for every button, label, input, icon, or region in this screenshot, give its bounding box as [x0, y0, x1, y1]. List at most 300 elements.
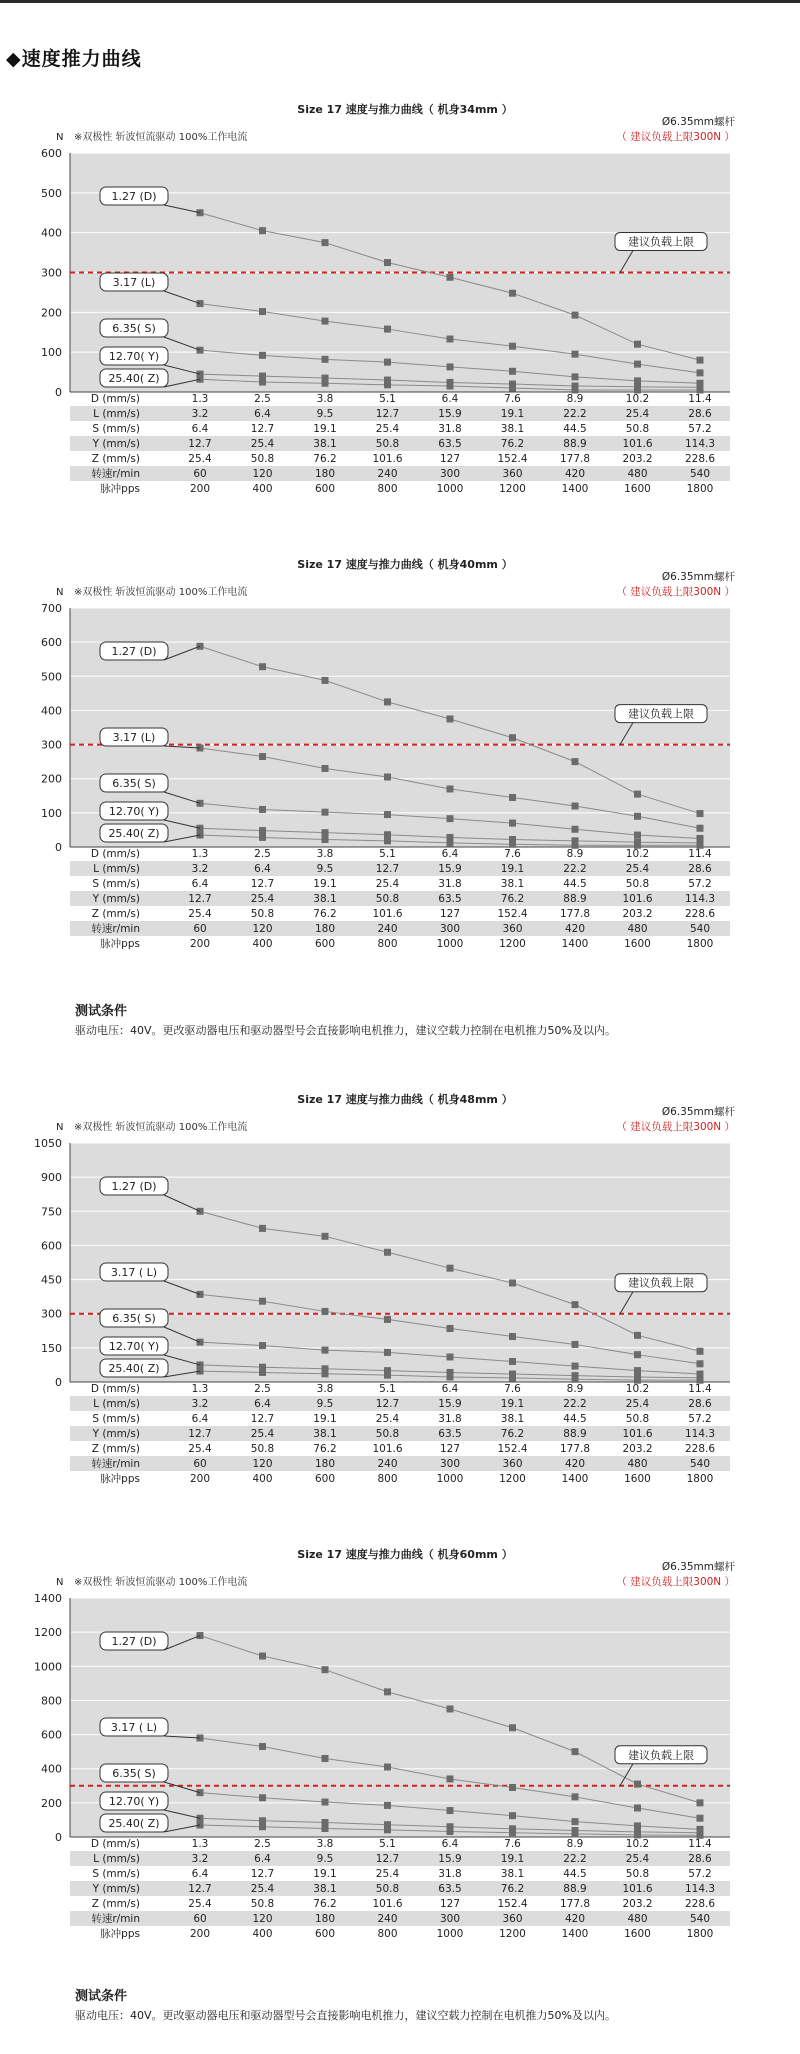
- table-cell: 10.2: [625, 1383, 650, 1395]
- table-cell: 50.8: [375, 1428, 400, 1440]
- data-point: [322, 1666, 329, 1673]
- data-point: [322, 356, 329, 363]
- data-point: [697, 357, 704, 364]
- table-cell: 1400: [561, 1473, 589, 1485]
- load-limit-label: 建议负载上限: [628, 1748, 694, 1762]
- table-cell: 180: [314, 923, 336, 935]
- data-point: [572, 803, 579, 810]
- table-cell: 50.8: [375, 1883, 400, 1895]
- table-cell: 38.1: [500, 1413, 525, 1425]
- table-cell: 3.8: [316, 848, 334, 860]
- table-cell: 600: [314, 483, 336, 495]
- table-cell: 540: [689, 923, 711, 935]
- data-point: [322, 1799, 329, 1806]
- data-point: [259, 1369, 266, 1376]
- data-point: [259, 308, 266, 315]
- data-point: [572, 826, 579, 833]
- series-label: 3.17 (L): [112, 731, 156, 744]
- table-cell: 11.4: [688, 1383, 712, 1395]
- table-row-label: Z (mm/s): [91, 1443, 140, 1455]
- table-cell: 28.6: [688, 1853, 712, 1865]
- table-cell: 12.7: [250, 423, 275, 435]
- y-tick-label: 200: [41, 1796, 62, 1810]
- table-cell: 38.1: [313, 438, 337, 450]
- y-tick-label: 1050: [34, 1137, 62, 1150]
- table-row-label: S (mm/s): [92, 1868, 140, 1880]
- table-cell: 44.5: [563, 423, 587, 435]
- series-label: 12.70( Y): [108, 1340, 160, 1353]
- table-row-label: 转速r/min: [91, 923, 140, 935]
- load-limit-note: （ 建议负载上限300N ）: [616, 131, 735, 143]
- table-cell: 800: [377, 483, 398, 495]
- test-note-heading: 测试条件: [75, 1004, 128, 1019]
- table-cell: 101.6: [372, 1898, 403, 1910]
- table-cell: 76.2: [313, 908, 337, 920]
- table-cell: 22.2: [563, 1398, 587, 1410]
- table-cell: 12.7: [188, 1883, 212, 1895]
- data-point: [697, 1348, 704, 1355]
- load-limit-label: 建议负载上限: [628, 707, 694, 721]
- screw-label: Ø6.35mm螺杆: [661, 1106, 735, 1118]
- y-tick-label: 0: [55, 841, 62, 854]
- table-cell: 11.4: [688, 1838, 712, 1850]
- data-point: [322, 829, 329, 836]
- table-cell: 7.6: [504, 393, 521, 405]
- table-row-label: Y (mm/s): [92, 893, 140, 905]
- table-cell: 12.7: [188, 438, 212, 450]
- table-cell: 1.3: [191, 1383, 209, 1395]
- table-cell: 22.2: [563, 408, 587, 420]
- table-cell: 50.8: [625, 423, 650, 435]
- table-cell: 5.1: [379, 1383, 396, 1395]
- table-row-label: S (mm/s): [92, 1413, 140, 1425]
- chart-title: Size 17 速度与推力曲线（ 机身34mm ）: [297, 103, 513, 116]
- data-point: [384, 774, 391, 781]
- table-cell: 12.7: [250, 1868, 275, 1880]
- test-note-text: 驱动电压：40V。更改驱动器电压和驱动器型号会直接影响电机推力，建议空载力控制在电机推力50%及以内。: [75, 1024, 616, 1037]
- table-cell: 1400: [561, 1928, 589, 1940]
- data-point: [322, 677, 329, 684]
- table-cell: 12.7: [188, 1428, 212, 1440]
- series-label: 1.27 (D): [111, 645, 157, 658]
- table-cell: 25.4: [250, 1428, 275, 1440]
- table-cell: 480: [627, 1458, 648, 1470]
- data-point: [447, 715, 454, 722]
- table-cell: 60: [193, 1458, 207, 1470]
- table-cell: 600: [314, 1473, 336, 1485]
- table-cell: 1000: [436, 1473, 464, 1485]
- table-cell: 19.1: [313, 878, 337, 890]
- table-cell: 1600: [624, 1473, 651, 1485]
- table-cell: 28.6: [688, 863, 712, 875]
- series-label: 25.40( Z): [108, 1362, 160, 1375]
- table-cell: 12.7: [375, 863, 400, 875]
- chart-subtitle: ※双极性 斩波恒流驱动 100%工作电流: [74, 587, 248, 598]
- data-point: [447, 1325, 454, 1332]
- table-cell: 300: [439, 1458, 461, 1470]
- table-cell: 50.8: [375, 893, 400, 905]
- table-cell: 2.5: [254, 848, 271, 860]
- table-cell: 177.8: [559, 1443, 591, 1455]
- y-tick-label: 400: [41, 1762, 62, 1776]
- series-label: 1.27 (D): [111, 190, 157, 203]
- thrust-chart-34mm: [0, 95, 800, 515]
- table-cell: 800: [377, 1928, 398, 1940]
- data-point: [447, 1265, 454, 1272]
- data-point: [447, 1775, 454, 1782]
- table-row-label: L (mm/s): [93, 1398, 140, 1410]
- y-tick-label: 300: [41, 1307, 62, 1321]
- table-cell: 240: [377, 468, 398, 480]
- table-cell: 177.8: [559, 908, 591, 920]
- table-cell: 44.5: [563, 878, 587, 890]
- table-row-label: L (mm/s): [93, 408, 140, 420]
- data-point: [572, 1341, 579, 1348]
- table-cell: 101.6: [372, 453, 403, 465]
- table-cell: 240: [377, 1458, 398, 1470]
- load-limit-label: 建议负载上限: [628, 1276, 694, 1290]
- table-row-label: D (mm/s): [90, 393, 140, 405]
- table-cell: 38.1: [500, 423, 525, 435]
- data-point: [197, 1632, 204, 1639]
- table-cell: 420: [564, 923, 586, 935]
- table-cell: 6.4: [254, 1398, 271, 1410]
- data-point: [259, 1225, 266, 1232]
- data-point: [634, 813, 641, 820]
- table-cell: 1200: [499, 1473, 526, 1485]
- table-cell: 38.1: [313, 1883, 337, 1895]
- table-cell: 480: [627, 923, 648, 935]
- data-point: [509, 1358, 516, 1365]
- table-cell: 9.5: [316, 1853, 334, 1865]
- data-point: [384, 1316, 391, 1323]
- table-cell: 228.6: [684, 908, 716, 920]
- data-point: [384, 1802, 391, 1809]
- table-row-label: Y (mm/s): [92, 1428, 140, 1440]
- table-row-label: L (mm/s): [93, 1853, 140, 1865]
- data-point: [322, 380, 329, 387]
- data-point: [322, 1308, 329, 1315]
- series-label: 3.17 ( L): [110, 1266, 158, 1279]
- data-point: [447, 839, 454, 846]
- data-point: [634, 361, 641, 368]
- data-point: [322, 1825, 329, 1832]
- data-point: [447, 815, 454, 822]
- data-point: [322, 765, 329, 772]
- data-point: [447, 363, 454, 370]
- table-cell: 101.6: [622, 438, 653, 450]
- data-point: [384, 1764, 391, 1771]
- table-cell: 1000: [436, 938, 464, 950]
- data-point: [572, 758, 579, 765]
- table-cell: 38.1: [313, 893, 337, 905]
- table-cell: 360: [502, 1913, 523, 1925]
- y-tick-label: 600: [41, 636, 62, 650]
- y-tick-label: 0: [55, 1831, 62, 1844]
- table-cell: 6.4: [191, 1413, 209, 1425]
- chart-title: Size 17 速度与推力曲线（ 机身48mm ）: [297, 1093, 513, 1106]
- data-point: [322, 809, 329, 816]
- table-cell: 7.6: [504, 848, 521, 860]
- table-cell: 57.2: [688, 878, 712, 890]
- table-cell: 10.2: [625, 1838, 650, 1850]
- load-limit-label: 建议负载上限: [628, 235, 694, 249]
- data-point: [509, 1812, 516, 1819]
- table-cell: 76.2: [500, 1428, 525, 1440]
- data-point: [384, 326, 391, 333]
- table-cell: 400: [252, 1473, 273, 1485]
- data-point: [634, 341, 641, 348]
- table-cell: 8.9: [566, 393, 584, 405]
- table-cell: 22.2: [563, 1853, 587, 1865]
- table-cell: 600: [314, 1928, 336, 1940]
- table-cell: 25.4: [625, 1398, 650, 1410]
- table-cell: 19.1: [313, 1413, 337, 1425]
- data-point: [259, 227, 266, 234]
- data-point: [259, 753, 266, 760]
- data-point: [634, 1781, 641, 1788]
- table-cell: 420: [564, 1458, 586, 1470]
- table-cell: 25.4: [188, 908, 212, 920]
- data-point: [447, 785, 454, 792]
- data-point: [259, 827, 266, 834]
- y-tick-label: 900: [41, 1171, 62, 1185]
- y-tick-label: 0: [55, 1376, 62, 1389]
- table-cell: 6.4: [254, 408, 271, 420]
- table-cell: 1800: [686, 1928, 714, 1940]
- y-axis-unit: N: [56, 587, 64, 598]
- table-cell: 114.3: [684, 1428, 716, 1440]
- table-cell: 6.4: [191, 423, 209, 435]
- table-cell: 25.4: [625, 863, 650, 875]
- test-note-2: [75, 1985, 616, 2023]
- series-label: 3.17 (L): [112, 276, 156, 289]
- table-cell: 60: [193, 468, 207, 480]
- table-cell: 127: [439, 1898, 461, 1910]
- data-point: [697, 825, 704, 832]
- data-point: [322, 1819, 329, 1826]
- series-label: 6.35( S): [112, 777, 156, 790]
- test-note-text: 驱动电压：40V。更改驱动器电压和驱动器型号会直接影响电机推力，建议空载力控制在电机推力50%及以内。: [75, 2009, 616, 2022]
- table-cell: 1600: [624, 483, 651, 495]
- table-cell: 5.1: [379, 848, 396, 860]
- data-point: [697, 1360, 704, 1367]
- data-point: [259, 834, 266, 841]
- table-row-label: L (mm/s): [93, 863, 140, 875]
- y-tick-label: 500: [41, 670, 62, 684]
- table-cell: 15.9: [438, 863, 462, 875]
- table-cell: 19.1: [313, 1868, 337, 1880]
- data-point: [447, 336, 454, 343]
- table-cell: 6.4: [191, 1868, 209, 1880]
- table-cell: 228.6: [684, 1898, 716, 1910]
- table-cell: 50.8: [375, 438, 400, 450]
- data-point: [634, 1367, 641, 1374]
- data-point: [572, 1830, 579, 1837]
- table-cell: 63.5: [438, 893, 462, 905]
- table-cell: 57.2: [688, 1413, 712, 1425]
- table-cell: 57.2: [688, 1868, 712, 1880]
- table-cell: 200: [189, 483, 211, 495]
- table-cell: 180: [314, 1913, 336, 1925]
- table-cell: 9.5: [316, 408, 334, 420]
- table-cell: 10.2: [625, 848, 650, 860]
- table-cell: 1200: [499, 483, 526, 495]
- data-point: [509, 1829, 516, 1836]
- table-cell: 38.1: [500, 878, 525, 890]
- table-cell: 19.1: [500, 408, 525, 420]
- table-cell: 3.8: [316, 393, 334, 405]
- chart-title: Size 17 速度与推力曲线（ 机身60mm ）: [297, 1548, 513, 1561]
- table-cell: 60: [193, 1913, 207, 1925]
- data-point: [384, 259, 391, 266]
- data-point: [509, 290, 516, 297]
- table-cell: 6.4: [254, 1853, 271, 1865]
- table-cell: 76.2: [500, 1883, 525, 1895]
- y-tick-label: 500: [41, 186, 62, 200]
- table-cell: 19.1: [500, 1398, 525, 1410]
- y-tick-label: 300: [41, 266, 62, 280]
- load-limit-note: （ 建议负载上限300N ）: [616, 1121, 735, 1133]
- top-rule: [0, 0, 800, 3]
- table-cell: 31.8: [438, 1868, 462, 1880]
- table-cell: 600: [314, 938, 336, 950]
- table-cell: 1200: [499, 1928, 526, 1940]
- table-cell: 101.6: [372, 908, 403, 920]
- table-cell: 1800: [686, 483, 714, 495]
- table-cell: 200: [189, 1473, 211, 1485]
- y-tick-label: 1400: [34, 1592, 62, 1605]
- plot-area: [70, 1598, 730, 1837]
- table-cell: 360: [502, 1458, 523, 1470]
- table-cell: 200: [189, 1928, 211, 1940]
- data-point: [509, 734, 516, 741]
- table-cell: 120: [252, 923, 273, 935]
- y-tick-label: 1200: [34, 1626, 62, 1640]
- table-cell: 88.9: [563, 1883, 587, 1895]
- chart-subtitle: ※双极性 斩波恒流驱动 100%工作电流: [74, 1122, 248, 1133]
- y-tick-label: 200: [41, 772, 62, 786]
- table-cell: 1000: [436, 1928, 464, 1940]
- table-cell: 540: [689, 1458, 711, 1470]
- data-point: [634, 1332, 641, 1339]
- table-cell: 300: [439, 1913, 461, 1925]
- data-point: [572, 312, 579, 319]
- data-point: [572, 1818, 579, 1825]
- table-cell: 50.8: [250, 908, 275, 920]
- table-cell: 240: [377, 1913, 398, 1925]
- data-point: [447, 274, 454, 281]
- data-point: [259, 1298, 266, 1305]
- data-point: [259, 1342, 266, 1349]
- table-cell: 3.2: [191, 408, 209, 420]
- y-tick-label: 400: [41, 704, 62, 718]
- table-cell: 114.3: [684, 438, 716, 450]
- thrust-chart-60mm: [0, 1540, 800, 1960]
- table-cell: 31.8: [438, 423, 462, 435]
- y-tick-label: 600: [41, 1728, 62, 1742]
- data-point: [509, 368, 516, 375]
- table-cell: 31.8: [438, 878, 462, 890]
- table-cell: 120: [252, 1913, 273, 1925]
- table-cell: 114.3: [684, 893, 716, 905]
- table-cell: 7.6: [504, 1383, 521, 1395]
- data-point: [384, 1249, 391, 1256]
- data-point: [572, 1793, 579, 1800]
- table-cell: 152.4: [497, 453, 528, 465]
- data-point: [697, 1799, 704, 1806]
- table-cell: 240: [377, 923, 398, 935]
- data-point: [509, 343, 516, 350]
- data-point: [322, 318, 329, 325]
- plot-area: [70, 1143, 730, 1382]
- table-cell: 360: [502, 468, 523, 480]
- table-cell: 203.2: [622, 453, 653, 465]
- data-point: [384, 1826, 391, 1833]
- table-cell: 25.4: [375, 1413, 400, 1425]
- data-point: [259, 352, 266, 359]
- data-point: [509, 1724, 516, 1731]
- test-note-heading: 测试条件: [75, 1989, 128, 2004]
- series-label: 1.27 (D): [111, 1180, 157, 1193]
- y-tick-label: 800: [41, 1694, 62, 1708]
- table-cell: 180: [314, 1458, 336, 1470]
- table-cell: 8.9: [566, 1383, 584, 1395]
- table-cell: 2.5: [254, 393, 271, 405]
- table-cell: 1800: [686, 938, 714, 950]
- table-cell: 19.1: [500, 1853, 525, 1865]
- screw-label: Ø6.35mm螺杆: [661, 116, 735, 128]
- y-axis-unit: N: [56, 1122, 64, 1133]
- section-title: ◆速度推力曲线: [6, 48, 142, 70]
- series-label: 3.17 ( L): [110, 1721, 158, 1734]
- data-point: [447, 383, 454, 390]
- table-cell: 152.4: [497, 908, 528, 920]
- data-point: [509, 1279, 516, 1286]
- table-cell: 800: [377, 938, 398, 950]
- table-cell: 28.6: [688, 408, 712, 420]
- table-cell: 76.2: [313, 453, 337, 465]
- table-cell: 76.2: [313, 1898, 337, 1910]
- table-cell: 1400: [561, 483, 589, 495]
- table-cell: 25.4: [188, 1443, 212, 1455]
- y-tick-label: 300: [41, 738, 62, 752]
- table-cell: 228.6: [684, 1443, 716, 1455]
- table-cell: 101.6: [622, 1883, 653, 1895]
- table-cell: 25.4: [375, 1868, 400, 1880]
- table-row-label: Y (mm/s): [92, 1883, 140, 1895]
- series-label: 1.27 (D): [111, 1635, 157, 1648]
- table-row-label: 转速r/min: [91, 1458, 140, 1470]
- table-cell: 6.4: [441, 1838, 459, 1850]
- table-cell: 50.8: [250, 1898, 275, 1910]
- table-cell: 400: [252, 938, 273, 950]
- table-row-label: 脉冲pps: [100, 938, 140, 950]
- data-point: [322, 1370, 329, 1377]
- table-cell: 127: [439, 453, 461, 465]
- data-point: [447, 1828, 454, 1835]
- table-row-label: Z (mm/s): [91, 453, 140, 465]
- data-point: [384, 831, 391, 838]
- data-point: [259, 663, 266, 670]
- table-cell: 19.1: [313, 423, 337, 435]
- data-point: [259, 1823, 266, 1830]
- y-tick-label: 100: [41, 806, 62, 820]
- table-cell: 127: [439, 908, 461, 920]
- table-cell: 200: [189, 938, 211, 950]
- test-note-1: [75, 1000, 616, 1038]
- table-cell: 44.5: [563, 1868, 587, 1880]
